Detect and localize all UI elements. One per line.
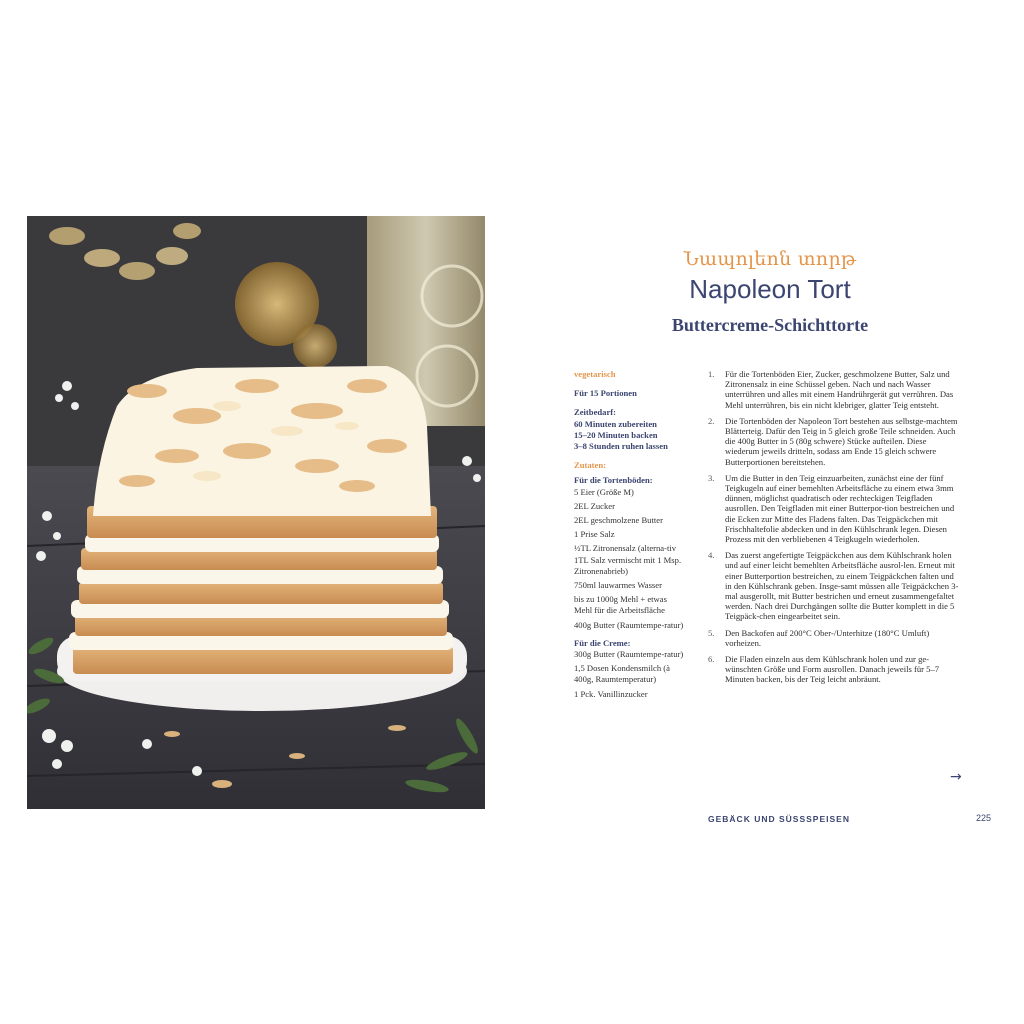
armenian-title: Նապոլեոն տորթ — [683, 248, 857, 270]
step — [708, 369, 960, 410]
instruction-steps — [708, 369, 960, 691]
ingredient-item: 750ml lauwarmes Wasser — [574, 580, 662, 591]
step-number: 2. — [708, 415, 715, 426]
step-number: 3. — [708, 472, 715, 483]
page-number: 225 — [976, 813, 992, 823]
ingredient-item: 300g Butter (Raumtempe-ratur) — [574, 649, 684, 660]
ingredient-item: bis zu 1000g Mehl + etwas Mehl für die Arbeitsfläche — [574, 594, 667, 616]
step — [708, 473, 960, 544]
step-text: Um die Butter in den Teig einzuarbeiten, zunächst eine der fünf Teigkugeln auf einer bemehlten Arbeitsfläche zu einem etwa 3mm dünnen, möglichst quadratisch oder rechteckigen Teigfladen ausrollen. Den Teigfladen mit einer Butterpor-tion bestreichen und die Ecken zur Mitte des Fladens falten. Das Teigpäckchen mit Frischhaltefolie abdecken und in den Kühlschrank legen. Diesen Prozess mit den verbliebenen 4 Teigkugeln wiederholen. — [725, 472, 955, 545]
step-number: 6. — [708, 654, 715, 665]
ingredient-item: ½TL Zitronensalz (alterna-tiv 1TL Salz vermischt mit 1 Msp. Zitronenabrieb) — [574, 543, 682, 576]
ingredient-item: 2EL Zucker — [574, 500, 615, 511]
step-text: Den Backofen auf 200°C Ober-/Unterhitze (180°C Umluft) vorheizen. — [725, 627, 930, 648]
ingredient-item: 1 Prise Salz — [574, 529, 615, 540]
step-number: 1. — [708, 369, 715, 379]
step-text: Die Tortenböden der Napoleon Tort bestehen aus selbstge-machtem Blätterteig. Dafür den Teig in 5 gleich große Teile schneiden. Auch die 400g Butter in 5 (80g schwere) Stücke aufteilen. Diese wiederum jeweils dritteln, sodass am Ende 15 gleich schwere Butterportionen bereitstehen. — [725, 415, 958, 467]
step — [708, 550, 960, 621]
recipe-title: Napoleon Tort — [689, 274, 851, 304]
continue-arrow-icon: → — [950, 769, 962, 785]
time-prep: 60 Minuten zubereiten — [574, 418, 657, 429]
step-text: Für die Tortenböden Eier, Zucker, geschmolzene Butter, Salz und Zitronensalz in eine Schüssel geben. Nach und nach Wasser unterrühren und alles mit einem Handrührgerät gut verrühren. Das Mehl unterrühren, bis ein nicht klebriger, glatter Teig entsteht. — [725, 369, 954, 410]
step — [708, 416, 960, 467]
time-bake: 15–20 Minuten backen — [574, 429, 658, 440]
recipe-info — [574, 369, 686, 703]
ingredient-item: 1,5 Dosen Kondensmilch (à 400g, Raumtemperatur) — [574, 663, 670, 685]
ingredient-item: 1 Pck. Vanillinzucker — [574, 688, 648, 699]
step-number: 5. — [708, 627, 715, 638]
ingredient-item: 2EL geschmolzene Butter — [574, 515, 663, 526]
ingredient-item: 400g Butter (Raumtempe-ratur) — [574, 619, 684, 630]
ingredient-group-label: Für die Creme: — [574, 637, 631, 648]
portions: Für 15 Portionen — [574, 388, 637, 399]
step — [708, 654, 960, 685]
diet-tag: vegetarisch — [574, 369, 616, 379]
ingredient-group-label: Für die Tortenböden: — [574, 475, 653, 486]
section-footer: GEBÄCK UND SÜSSSPEISEN — [708, 814, 850, 824]
recipe-subtitle: Buttercreme-Schichttorte — [671, 315, 869, 335]
step-number: 4. — [708, 550, 715, 561]
step-text: Die Fladen einzeln aus dem Kühlschrank holen und zur ge-wünschten Größe und Form ausrollen. Danach jeweils für 5–7 Minuten backen, bis der Teig leicht anbräunt. — [725, 654, 940, 685]
time-rest: 3–8 Stunden ruhen lassen — [574, 441, 668, 452]
ingredients-label: Zutaten: — [574, 460, 606, 471]
time-label: Zeitbedarf: — [574, 407, 617, 418]
step — [708, 628, 960, 648]
step-text: Das zuerst angefertigte Teigpäckchen aus dem Kühlschrank holen und auf einer leicht bemehlten Arbeitsfläche ausrol-len. Erneut mit einer Butterportion bestreichen, zu einem Teigpäckchen falten und in den Kühlschrank geben. Insge-samt müssen alle Teigpäckchen 3-mal ausgerollt, mit Butter bestrichen und erneut zusammengefaltet werden. Nach drei Durchgängen sollte die Butter komplett in die 5 Teigpäck-chen eingearbeitet sein. — [725, 550, 959, 622]
ingredient-item: 5 Eier (Größe M) — [574, 486, 634, 497]
cake-photo — [27, 216, 485, 809]
